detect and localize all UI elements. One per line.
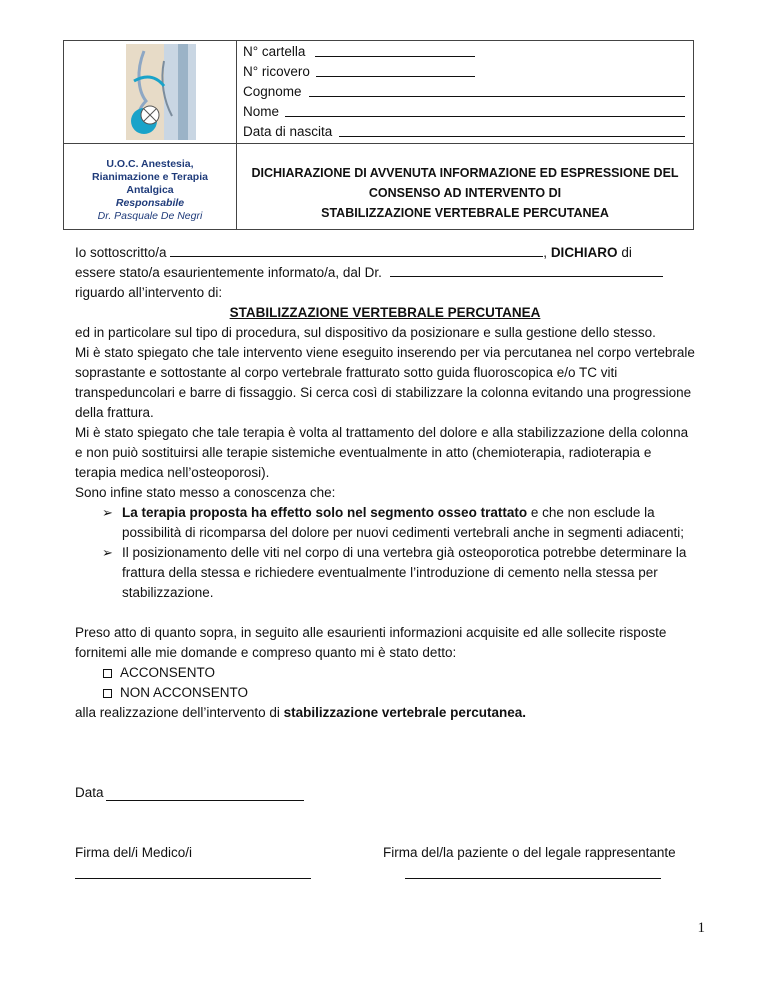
option-consent[interactable]: ACCONSENTO [75,663,695,683]
field-data-nascita[interactable]: Data di nascita [243,122,693,142]
checkbox-icon[interactable] [103,669,112,678]
paragraph: Sono infine stato messo a conoscenza che: [75,485,336,500]
hospital-logo-icon [64,41,236,143]
arrow-bullet-icon: ➢ [102,505,113,520]
doctor-signature-line[interactable] [75,878,311,879]
document-title: DICHIARAZIONE DI AVVENUTA INFORMAZIONE ED ESPRESSIONE DEL CONSENSO AD INTERVENTO DI STABILIZZAZIONE VERTEBRALE PERCUTANEA [251,166,679,220]
header-table [63,40,694,230]
patient-signature-label: Firma del/la paziente o del legale rappresentante [383,845,676,860]
field-nome[interactable]: Nome [243,102,693,122]
field-ricovero[interactable]: N° ricovero [243,62,693,82]
patient-signature-line[interactable] [405,878,661,879]
consent-body [75,243,695,723]
date-line [106,800,304,801]
intro-line-1: Io sottoscritto/a , DICHIARO di [75,245,632,260]
final-statement: alla realizzazione dell’intervento di stabilizzazione vertebrale percutanea. [75,705,526,720]
field-line [315,56,475,57]
field-cartella[interactable]: N° cartella [243,42,693,62]
procedure-title: STABILIZZAZIONE VERTEBRALE PERCUTANEA [229,305,541,320]
intro-line-3: riguardo all’intervento di: [75,285,223,300]
unit-cell: U.O.C. Anestesia, Rianimazione e Terapia Antalgica Responsabile Dr. Pasquale De Negri [64,144,237,229]
bullet-item: ➢ La terapia proposta ha effetto solo nel segmento osseo trattato e che non esclude la possibilità di ricomparsa del dolore per nuovi cedimenti vertebrali anche in segmenti adiacenti; [102,505,685,540]
field-line [309,96,685,97]
field-line [339,136,685,137]
paragraph: ed in particolare sul tipo di procedura, sul dispositivo da posizionare e sulla gestione dello stesso. [75,325,656,340]
checkbox-icon[interactable] [103,689,112,698]
patient-fields [237,41,693,144]
field-line [285,116,685,117]
name-blank[interactable] [170,243,543,257]
paragraph: Mi è stato spiegato che tale intervento viene eseguito inserendo per via percutanea nel corpo vertebrale soprastante e sottostante al corpo vertebrale fratturato sotto guida fluoroscopica e/o TC viti transpeduncolari e barre di fissaggio. Si cerca così di stabilizzare la colonna evitando una progressione della frattura. [75,345,695,420]
paragraph: Preso atto di quanto sopra, in seguito alle esaurienti informazioni acquisite ed alle sollecite risposte fornitemi alle mie domande e compreso quanto mi è stato detto: [75,625,667,660]
intro-line-2: essere stato/a esaurientemente informato/a, dal Dr. [75,263,695,283]
doctor-signature-label: Firma del/i Medico/i [75,845,193,860]
field-line [316,76,475,77]
arrow-bullet-icon: ➢ [102,545,113,560]
logo-cell [64,41,237,144]
paragraph: Mi è stato spiegato che tale terapia è volta al trattamento del dolore e alla stabilizzazione della colonna e non puiò sostituirsi alle terapie sistemiche eventualmente in atto (chemioterapia, radioterapia e terapia medica nell’osteoporosi). [75,425,689,480]
page-number: 1 [697,920,705,936]
date-field[interactable]: Data [75,785,104,800]
bullet-item: ➢ Il posizionamento delle viti nel corpo di una vertebra già osteoporotica potrebbe determinare la frattura della stessa e richiedere eventualmente l’introduzione di cemento nella stessa per stabilizzazione. [102,545,687,600]
option-no-consent[interactable]: NON ACCONSENTO [75,683,695,703]
doctor-blank[interactable] [390,263,663,277]
field-cognome[interactable]: Cognome [243,82,693,102]
